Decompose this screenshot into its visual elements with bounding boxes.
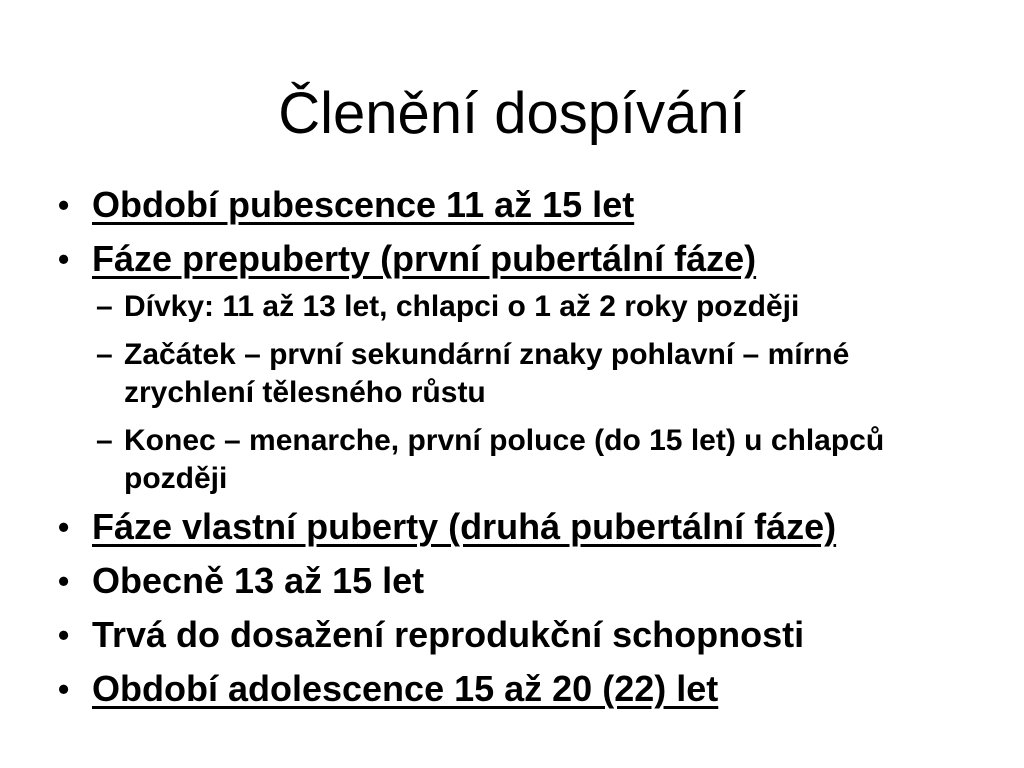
bullet-marker: •	[58, 509, 70, 545]
bullet-marker: •	[58, 241, 70, 277]
bullet-item	[0, 616, 1024, 654]
bullet-item	[0, 670, 1024, 708]
bullet-marker: •	[58, 563, 70, 599]
dash-marker: –	[96, 290, 113, 323]
sub-bullet-item	[0, 336, 1024, 412]
bullet-item	[0, 240, 1024, 278]
sub-bullet-text: Konec – menarche, první poluce (do 15 let) u chlapců později	[124, 424, 885, 495]
dash-marker: –	[96, 338, 113, 371]
sub-bullet-text: Dívky: 11 až 13 let, chlapci o 1 až 2 roky později	[124, 290, 800, 323]
slide-content	[0, 186, 1024, 724]
bullet-item	[0, 508, 1024, 546]
bullet-marker: •	[58, 187, 70, 223]
sub-bullet-item	[0, 288, 1024, 326]
bullet-text: Trvá do dosažení reprodukční schopnosti	[92, 614, 805, 655]
bullet-item	[0, 562, 1024, 600]
bullet-text: Fáze vlastní puberty (druhá pubertální fáze)	[92, 506, 837, 547]
slide-title: Členění dospívání	[278, 81, 746, 146]
bullet-marker: •	[58, 671, 70, 707]
bullet-text: Fáze prepuberty (první pubertální fáze)	[92, 238, 757, 279]
bullet-marker: •	[58, 617, 70, 653]
bullet-text: Obecně 13 až 15 let	[92, 560, 425, 601]
sub-bullet-item	[0, 422, 1024, 498]
sub-bullet-text: Začátek – první sekundární znaky pohlavní – mírné zrychlení tělesného růstu	[124, 338, 850, 409]
dash-marker: –	[96, 424, 113, 457]
bullet-item	[0, 186, 1024, 224]
bullet-text: Období pubescence 11 až 15 let	[92, 184, 635, 225]
bullet-text: Období adolescence 15 až 20 (22) let	[92, 668, 719, 709]
